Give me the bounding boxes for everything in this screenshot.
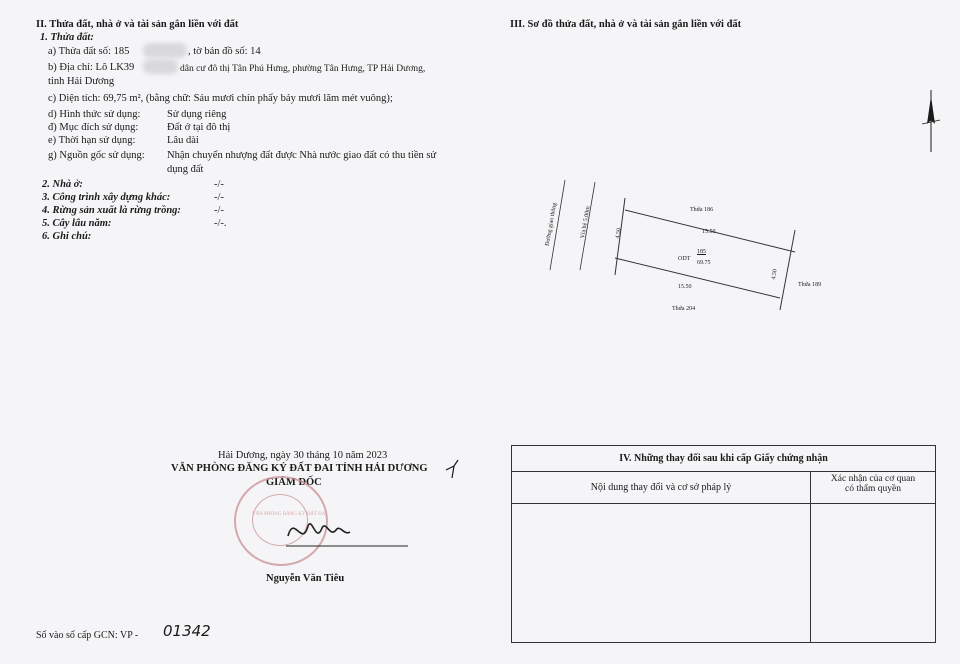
- authority-cell: [811, 504, 936, 643]
- dim-bottom: 15.50: [678, 284, 692, 290]
- land-parcel-heading: 1. Thửa đất:: [40, 32, 94, 43]
- parcel-area: 69.75: [697, 260, 711, 266]
- usage-form-value: Sử dụng riêng: [167, 109, 227, 120]
- usage-term-value: Lâu dài: [167, 135, 199, 146]
- land-code: ODT: [678, 256, 691, 262]
- sidewalk-label: Vỉa hè 5.00m: [579, 205, 592, 239]
- signer-name: Nguyễn Văn Tiêu: [266, 573, 345, 584]
- usage-purpose-label: đ) Mục đích sử dụng:: [48, 122, 139, 133]
- area-line: c) Diện tích: 69,75 m², (bằng chữ: Sáu mươi chín phẩy bảy mươi lăm mét vuông);: [48, 93, 393, 104]
- changes-content-header: Nội dung thay đổi và cơ sở pháp lý: [512, 472, 811, 504]
- north-arrow-icon: [918, 88, 944, 154]
- parcel-bottom-label: Thửa 204: [672, 306, 696, 312]
- redacted-address-part: [143, 59, 178, 74]
- dim-top: 15.50: [702, 229, 716, 235]
- dim-left: 4.50: [614, 227, 623, 240]
- address-province: tỉnh Hải Dương: [48, 76, 115, 87]
- usage-purpose-value: Đất ở tại đô thị: [167, 122, 231, 133]
- usage-form-label: d) Hình thức sử dụng:: [48, 109, 141, 120]
- parcel-sketch-map: [530, 170, 840, 320]
- house-label: 2. Nhà ở:: [42, 179, 83, 190]
- notes-label: 6. Ghi chú:: [42, 231, 92, 242]
- handwritten-signature: [282, 508, 412, 552]
- parcel-number: 185: [697, 249, 706, 255]
- official-stamp: VĂN PHÒNG ĐĂNG KÝ ĐẤT ĐAI: [234, 476, 328, 566]
- parcel-right-label: Thửa 189: [798, 282, 822, 288]
- usage-origin-value: Nhận chuyển nhượng đất được Nhà nước giao đất có thu tiền sử: [167, 150, 437, 161]
- other-construction-label: 3. Công trình xây dựng khác:: [42, 192, 171, 203]
- redacted-parcel-digits: [143, 43, 187, 58]
- issuing-office: VĂN PHÒNG ĐĂNG KÝ ĐẤT ĐAI TỈNH HẢI DƯƠNG: [171, 463, 428, 474]
- signature-flourish-icon: [444, 458, 464, 480]
- section-3-title: III. Sơ đồ thửa đất, nhà ở và tài sản gắn liền với đất: [510, 19, 742, 30]
- map-sheet-number: , tờ bản đồ số: 14: [188, 46, 261, 57]
- usage-term-label: e) Thời hạn sử dụng:: [48, 135, 136, 146]
- parcel-number-label: a) Thửa đất số: 185: [48, 46, 130, 57]
- registry-number: 01342: [163, 622, 211, 640]
- parcel-top-label: Thửa 186: [690, 207, 714, 213]
- house-value: -/-: [214, 179, 224, 190]
- section-2-title: II. Thửa đất, nhà ở và tài sản gắn liền với đất: [36, 19, 239, 30]
- section-4-title: IV. Những thay đổi sau khi cấp Giấy chứng nhận: [512, 446, 936, 472]
- issue-date: Hải Dương, ngày 30 tháng 10 năm 2023: [218, 450, 388, 461]
- address-label: b) Địa chỉ: Lô LK39: [48, 62, 135, 73]
- authority-header: Xác nhận của cơ quan có thẩm quyền: [811, 472, 936, 504]
- planted-forest-label: 4. Rừng sản xuất là rừng trồng:: [42, 205, 181, 216]
- changes-table: [511, 445, 936, 643]
- address-detail: dân cư đô thị Tân Phú Hưng, phường Tân Hưng, TP Hải Dương,: [180, 64, 426, 74]
- usage-origin-value-cont: dụng đất: [167, 164, 204, 175]
- perennial-trees-label: 5. Cây lâu năm:: [42, 218, 112, 229]
- dim-right: 4.50: [770, 268, 779, 281]
- other-construction-value: -/-: [214, 192, 224, 203]
- registry-label: Số vào sổ cấp GCN: VP -: [36, 630, 139, 641]
- usage-origin-label: g) Nguồn gốc sử dụng:: [48, 150, 145, 161]
- changes-content-cell: [512, 504, 811, 643]
- perennial-trees-value: -/-.: [214, 218, 227, 229]
- planted-forest-value: -/-: [214, 205, 224, 216]
- road-label: Đường giao thông: [544, 202, 559, 247]
- signer-role: GIÁM ĐỐC: [266, 477, 322, 488]
